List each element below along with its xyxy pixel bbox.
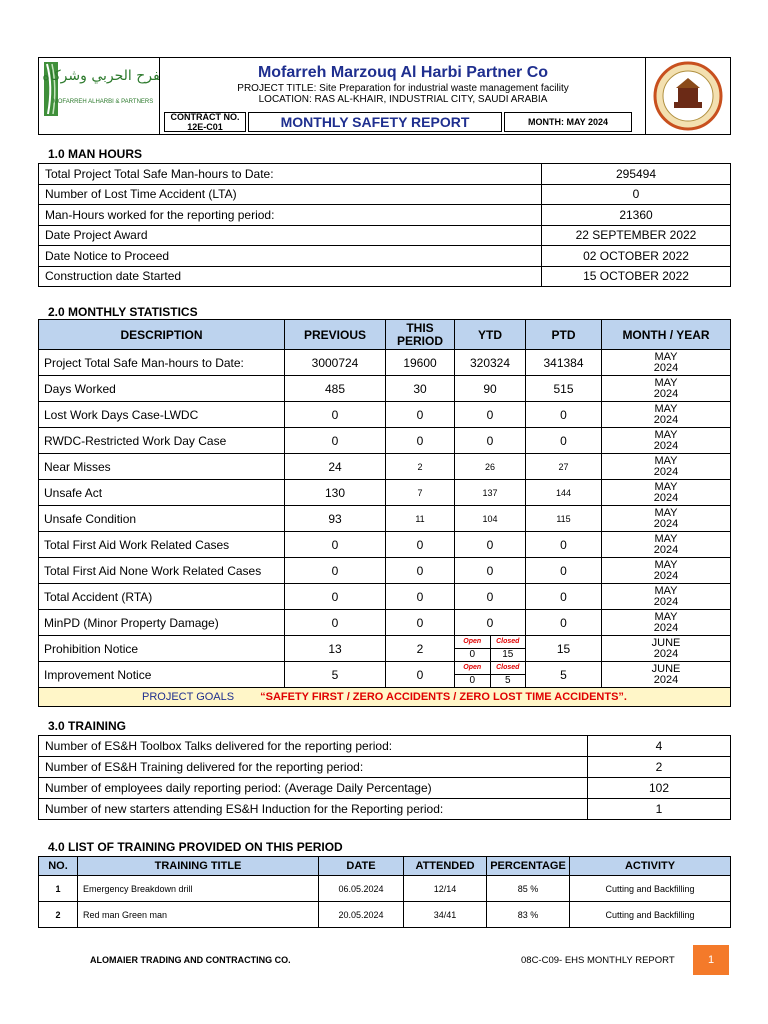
row-label: Construction date Started <box>39 266 542 287</box>
year: 2024 <box>653 439 679 452</box>
closed-value: 15 <box>502 649 514 661</box>
col-description: DESCRIPTION <box>39 320 285 350</box>
stat-description: Total Accident (RTA) <box>39 584 285 610</box>
section-man-hours-title: 1.0 MAN HOURS <box>48 147 143 161</box>
logo-english-text: MOFARREH ALHARBI & PARTNERS <box>52 99 154 105</box>
contract-number: 12E-C01 <box>187 122 223 132</box>
year: 2024 <box>653 543 679 556</box>
row-value: 1 <box>588 799 731 820</box>
open-closed-labels <box>455 636 525 649</box>
stat-ptd: 144 <box>526 480 602 506</box>
month: MAY <box>654 584 678 597</box>
notice-row <box>39 662 731 688</box>
month: MAY <box>654 558 678 571</box>
table-row <box>39 184 731 205</box>
stat-month-year <box>602 402 731 428</box>
notice-description: Prohibition Notice <box>39 636 285 662</box>
training-table <box>38 735 731 820</box>
month: JUNE <box>651 662 681 675</box>
stat-description: Project Total Safe Man-hours to Date: <box>39 350 285 376</box>
training-date: 20.05.2024 <box>319 902 404 928</box>
training-activity: Cutting and Backfilling <box>570 876 731 902</box>
training-title: Emergency Breakdown drill <box>78 876 319 902</box>
stat-row <box>39 506 731 532</box>
stat-this-period: 7 <box>386 480 455 506</box>
man-hours-table <box>38 163 731 287</box>
stat-ytd: 320324 <box>455 350 526 376</box>
training-percentage: 85 % <box>487 876 570 902</box>
stat-previous: 24 <box>285 454 386 480</box>
month: MAY <box>654 480 678 493</box>
report-header <box>38 57 731 135</box>
row-value: 0 <box>542 184 731 205</box>
stat-this-period: 2 <box>386 454 455 480</box>
stat-ptd: 341384 <box>526 350 602 376</box>
closed-value: 5 <box>504 675 511 687</box>
stat-ytd: 26 <box>455 454 526 480</box>
col-this-period: THIS PERIOD <box>386 320 455 350</box>
training-attended: 34/41 <box>404 902 487 928</box>
company-name: Mofarreh Marzouq Al Harbi Partner Co <box>257 64 549 81</box>
year: 2024 <box>653 673 679 686</box>
month: MAY <box>654 532 678 545</box>
month: MAY <box>654 610 678 623</box>
project-goals-label: PROJECT GOALS <box>142 691 235 703</box>
stat-this-period: 30 <box>386 376 455 402</box>
report-month: MONTH: MAY 2024 <box>504 112 632 132</box>
open-closed-box <box>455 636 525 661</box>
table-row <box>39 736 731 757</box>
section-training-list-title: 4.0 LIST OF TRAINING PROVIDED ON THIS PERIOD <box>48 840 343 854</box>
stat-this-period: 11 <box>386 506 455 532</box>
month: MAY <box>654 402 678 415</box>
stat-ytd: 0 <box>455 584 526 610</box>
year: 2024 <box>653 569 679 582</box>
stat-month-year <box>602 480 731 506</box>
stat-previous: 130 <box>285 480 386 506</box>
row-value: 22 SEPTEMBER 2022 <box>542 225 731 246</box>
stat-description: RWDC-Restricted Work Day Case <box>39 428 285 454</box>
table-row <box>39 225 731 246</box>
month: JUNE <box>651 636 681 649</box>
stat-previous: 0 <box>285 610 386 636</box>
stat-row <box>39 610 731 636</box>
page-number-badge: 1 <box>693 945 729 975</box>
stat-month-year <box>602 584 731 610</box>
col-no: NO. <box>39 857 78 876</box>
stat-previous: 0 <box>285 584 386 610</box>
stat-description: Days Worked <box>39 376 285 402</box>
project-location: LOCATION: RAS AL-KHAIR, INDUSTRIAL CITY, SAUDI ARABIA <box>258 94 548 105</box>
year: 2024 <box>653 387 679 400</box>
project-goals-row <box>39 688 731 707</box>
stat-row <box>39 350 731 376</box>
report-title: MONTHLY SAFETY REPORT <box>248 112 502 132</box>
open-value: 0 <box>455 649 491 662</box>
stat-row <box>39 584 731 610</box>
stat-month-year <box>602 506 731 532</box>
company-logo <box>39 58 160 134</box>
year: 2024 <box>653 647 679 660</box>
stat-this-period: 0 <box>386 532 455 558</box>
table-row <box>39 799 731 820</box>
training-title: Red man Green man <box>78 902 319 928</box>
training-no: 1 <box>39 876 78 902</box>
stat-description: Unsafe Condition <box>39 506 285 532</box>
col-date: DATE <box>319 857 404 876</box>
notice-month-year <box>602 636 731 662</box>
stat-ytd: 90 <box>455 376 526 402</box>
open-closed-box <box>455 662 525 687</box>
row-value: 102 <box>588 778 731 799</box>
stat-ytd: 0 <box>455 402 526 428</box>
row-value: 02 OCTOBER 2022 <box>542 246 731 267</box>
notice-previous: 13 <box>285 636 386 662</box>
training-date: 06.05.2024 <box>319 876 404 902</box>
open-closed-labels <box>455 662 525 675</box>
training-attended: 12/14 <box>404 876 487 902</box>
row-label: Number of Lost Time Accident (LTA) <box>39 184 542 205</box>
stat-previous: 3000724 <box>285 350 386 376</box>
authority-seal <box>645 58 730 134</box>
stat-previous: 0 <box>285 558 386 584</box>
stat-ptd: 0 <box>526 558 602 584</box>
stat-ptd: 0 <box>526 584 602 610</box>
stat-ptd: 0 <box>526 532 602 558</box>
project-goals-text: “SAFETY FIRST / ZERO ACCIDENTS / ZERO LOST TIME ACCIDENTS”. <box>260 691 627 703</box>
notice-ptd: 5 <box>526 662 602 688</box>
year: 2024 <box>653 491 679 504</box>
notice-this-period: 0 <box>386 662 455 688</box>
training-no: 2 <box>39 902 78 928</box>
year: 2024 <box>653 621 679 634</box>
stat-previous: 485 <box>285 376 386 402</box>
stat-month-year <box>602 558 731 584</box>
notice-ptd: 15 <box>526 636 602 662</box>
table-row <box>39 164 731 185</box>
row-label: Date Project Award <box>39 225 542 246</box>
notice-month-year <box>602 662 731 688</box>
month: MAY <box>654 350 678 363</box>
stat-ytd: 137 <box>455 480 526 506</box>
col-activity: ACTIVITY <box>570 857 731 876</box>
notice-row <box>39 636 731 662</box>
table-row <box>39 757 731 778</box>
stat-row <box>39 454 731 480</box>
closed-label: Closed <box>491 636 526 649</box>
stat-row <box>39 558 731 584</box>
notice-this-period: 2 <box>386 636 455 662</box>
row-label: Number of ES&H Toolbox Talks delivered for the reporting period: <box>39 736 588 757</box>
row-value: 295494 <box>542 164 731 185</box>
notice-previous: 5 <box>285 662 386 688</box>
stat-this-period: 0 <box>386 402 455 428</box>
year: 2024 <box>653 413 679 426</box>
stat-description: Unsafe Act <box>39 480 285 506</box>
table-row <box>39 205 731 226</box>
stat-row <box>39 428 731 454</box>
row-label: Total Project Total Safe Man-hours to Date: <box>39 164 542 185</box>
stat-row <box>39 402 731 428</box>
year: 2024 <box>653 517 679 530</box>
stat-row <box>39 532 731 558</box>
month: MAY <box>654 428 678 441</box>
stat-description: Total First Aid Work Related Cases <box>39 532 285 558</box>
table-row <box>39 778 731 799</box>
stat-previous: 93 <box>285 506 386 532</box>
stat-description: Total First Aid None Work Related Cases <box>39 558 285 584</box>
stat-ptd: 0 <box>526 402 602 428</box>
project-goals <box>39 688 731 707</box>
stat-month-year <box>602 376 731 402</box>
col-month-year: MONTH / YEAR <box>602 320 731 350</box>
row-label: Number of new starters attending ES&H Induction for the Reporting period: <box>39 799 588 820</box>
month: MAY <box>654 506 678 519</box>
stat-ptd: 27 <box>526 454 602 480</box>
col-training-title: TRAINING TITLE <box>78 857 319 876</box>
open-closed-values <box>455 649 525 662</box>
project-title: PROJECT TITLE: Site Preparation for industrial waste management facility <box>237 83 569 94</box>
col-previous: PREVIOUS <box>285 320 386 350</box>
stat-this-period: 0 <box>386 584 455 610</box>
year: 2024 <box>653 465 679 478</box>
stat-ptd: 0 <box>526 610 602 636</box>
logo-arabic-text: مفرح الحربي وشركاه <box>42 68 159 84</box>
stat-description: MinPD (Minor Property Damage) <box>39 610 285 636</box>
row-value: 2 <box>588 757 731 778</box>
stat-month-year <box>602 428 731 454</box>
row-label: Number of employees daily reporting period: (Average Daily Percentage) <box>39 778 588 799</box>
open-value: 0 <box>455 675 491 688</box>
stat-month-year <box>602 532 731 558</box>
stat-month-year <box>602 454 731 480</box>
training-row <box>39 902 731 928</box>
stat-this-period: 19600 <box>386 350 455 376</box>
open-closed-values <box>455 675 525 688</box>
row-label: Number of ES&H Training delivered for the reporting period: <box>39 757 588 778</box>
col-ptd: PTD <box>526 320 602 350</box>
stat-ytd: 104 <box>455 506 526 532</box>
contract-box <box>164 112 246 132</box>
month: MAY <box>654 376 678 389</box>
notice-open-closed <box>455 636 526 662</box>
stat-this-period: 0 <box>386 428 455 454</box>
stat-ptd: 515 <box>526 376 602 402</box>
stat-ytd: 0 <box>455 532 526 558</box>
footer-doc-ref: 08C-C09- EHS MONTHLY REPORT <box>521 955 675 966</box>
stat-ptd: 0 <box>526 428 602 454</box>
stat-previous: 0 <box>285 402 386 428</box>
training-activity: Cutting and Backfilling <box>570 902 731 928</box>
stat-description: Lost Work Days Case-LWDC <box>39 402 285 428</box>
row-value: 21360 <box>542 205 731 226</box>
row-label: Man-Hours worked for the reporting period: <box>39 205 542 226</box>
table-row <box>39 266 731 287</box>
row-label: Date Notice to Proceed <box>39 246 542 267</box>
training-percentage: 83 % <box>487 902 570 928</box>
closed-label: Closed <box>491 662 526 675</box>
contract-label: CONTRACT NO. <box>170 112 240 122</box>
col-attended: ATTENDED <box>404 857 487 876</box>
stat-ytd: 0 <box>455 428 526 454</box>
stat-month-year <box>602 610 731 636</box>
month: MAY <box>654 454 678 467</box>
training-list-table <box>38 856 731 928</box>
row-value: 4 <box>588 736 731 757</box>
stat-ytd: 0 <box>455 610 526 636</box>
monthly-statistics-table <box>38 319 731 707</box>
stat-ptd: 115 <box>526 506 602 532</box>
section-monthly-statistics-title: 2.0 MONTHLY STATISTICS <box>48 305 198 319</box>
footer-company: ALOMAIER TRADING AND CONTRACTING CO. <box>90 955 291 965</box>
training-row <box>39 876 731 902</box>
stat-row <box>39 376 731 402</box>
col-percentage: PERCENTAGE <box>487 857 570 876</box>
section-training-title: 3.0 TRAINING <box>48 719 127 733</box>
notice-description: Improvement Notice <box>39 662 285 688</box>
stat-row <box>39 480 731 506</box>
open-label: Open <box>455 662 491 675</box>
stat-previous: 0 <box>285 532 386 558</box>
stat-this-period: 0 <box>386 610 455 636</box>
stat-ytd: 0 <box>455 558 526 584</box>
notice-open-closed <box>455 662 526 688</box>
open-label: Open <box>455 636 491 649</box>
year: 2024 <box>653 361 679 374</box>
year: 2024 <box>653 595 679 608</box>
stat-description: Near Misses <box>39 454 285 480</box>
col-ytd: YTD <box>455 320 526 350</box>
stat-month-year <box>602 350 731 376</box>
row-value: 15 OCTOBER 2022 <box>542 266 731 287</box>
stat-this-period: 0 <box>386 558 455 584</box>
table-row <box>39 246 731 267</box>
stat-previous: 0 <box>285 428 386 454</box>
